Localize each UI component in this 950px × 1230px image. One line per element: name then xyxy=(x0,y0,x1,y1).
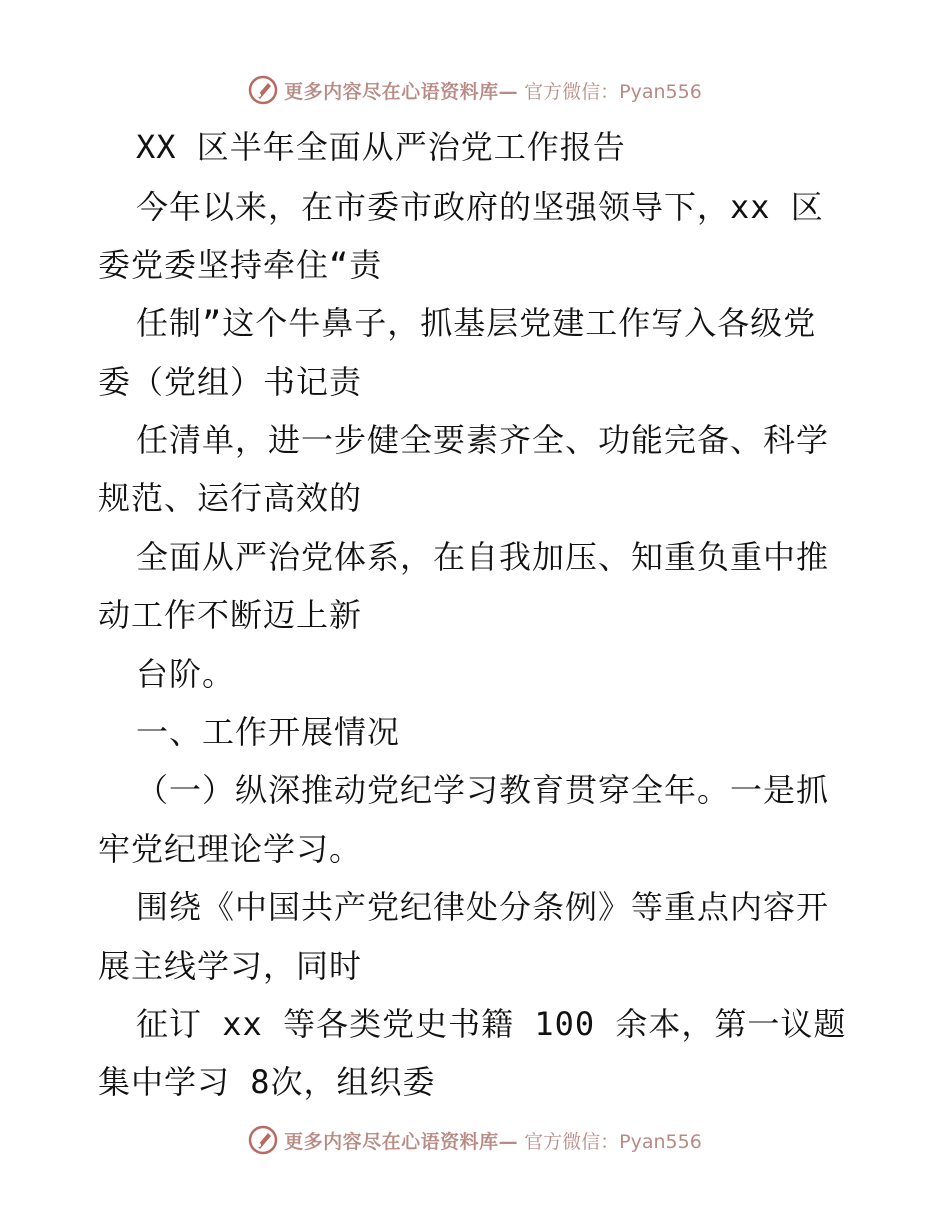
document-title: XX 区半年全面从严治党工作报告 xyxy=(136,128,626,166)
text-line: 委（党组）书记责 xyxy=(98,363,363,401)
text-line: 全面从严治党体系，在自我加压、知重负重中推 xyxy=(136,538,830,576)
watermark-contact: 官方微信：Pyan556 xyxy=(524,80,702,103)
text-line: 台阶。 xyxy=(136,655,236,693)
pen-logo-icon xyxy=(248,1125,278,1155)
text-line: 规范、运行高效的 xyxy=(98,479,363,517)
text-line: 围绕《中国共产党纪律处分条例》等重点内容开 xyxy=(136,888,830,926)
text-line: 任制”这个牛鼻子，抓基层党建工作写入各级党 xyxy=(136,304,817,342)
footer-watermark xyxy=(0,1120,950,1160)
subsection-heading: （一）纵深推动党纪学习教育贯穿全年。一是抓 xyxy=(136,771,830,809)
text-line: 今年以来，在市委市政府的坚强领导下，xx 区 xyxy=(136,188,824,226)
watermark-text: 更多内容尽在心语资料库— xyxy=(284,80,519,103)
watermark-text: 更多内容尽在心语资料库— xyxy=(284,1130,519,1153)
text-line: 展主线学习，同时 xyxy=(98,947,363,985)
text-line: 牢党纪理论学习。 xyxy=(98,830,363,868)
watermark-contact: 官方微信：Pyan556 xyxy=(524,1130,702,1153)
text-line: 委党委坚持牵住“责 xyxy=(98,246,383,284)
section-heading: 一、工作开展情况 xyxy=(136,713,401,751)
header-watermark xyxy=(0,70,950,110)
text-line: 集中学习 8次，组织委 xyxy=(98,1063,436,1101)
pen-logo-icon xyxy=(248,75,278,105)
text-line: 任清单，进一步健全要素齐全、功能完备、科学 xyxy=(136,421,830,459)
text-line: 征订 xx 等各类党史书籍 100 余本，第一议题 xyxy=(136,1005,847,1043)
text-line: 动工作不断迈上新 xyxy=(98,596,363,634)
